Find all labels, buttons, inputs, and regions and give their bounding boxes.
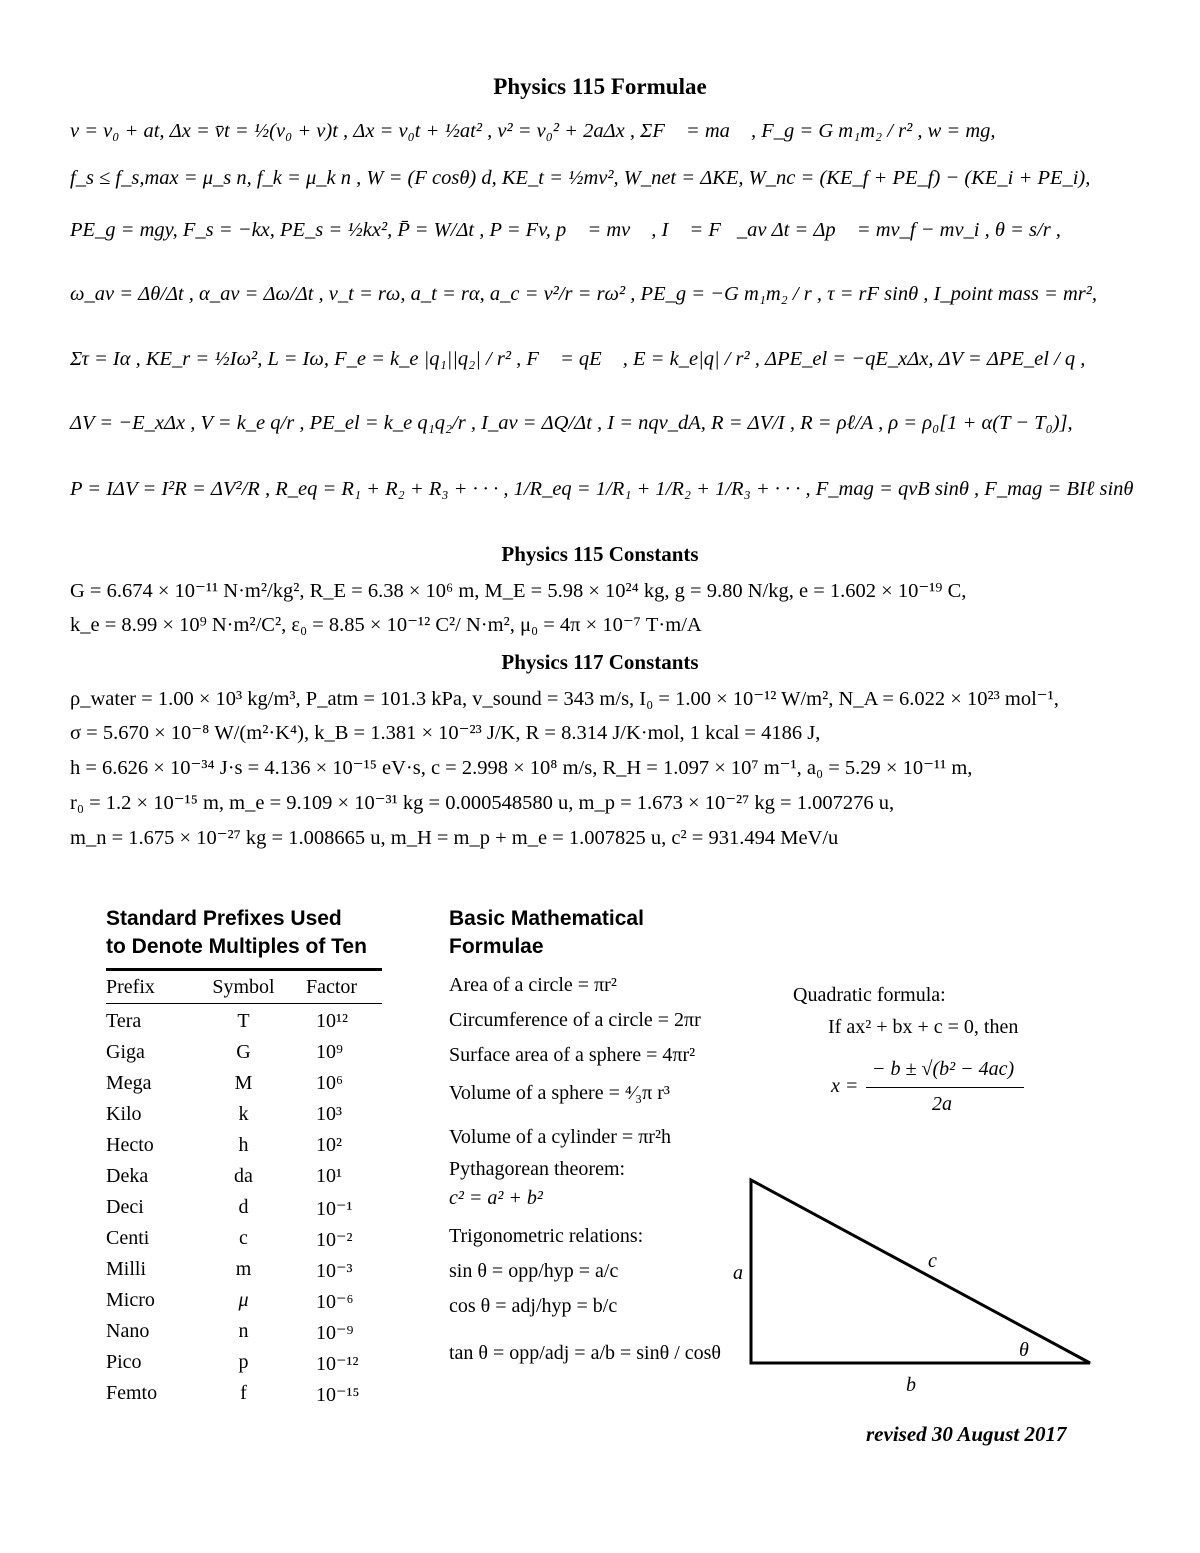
circle-area-formula: Area of a circle = πr²	[449, 974, 617, 996]
header-symbol: Symbol	[212, 976, 275, 998]
factor-cell: 10²	[316, 1134, 342, 1156]
header-prefix: Prefix	[106, 976, 155, 998]
formula-line: f_s ≤ f_s,max = μ_s n, f_k = μ_k n , W = (F cosθ) d, KE_t = ½mv², W_net = ΔKE, W_nc = (KE_f + PE_f) − (KE_i + PE_i),	[70, 167, 1091, 189]
side-a-label: a	[733, 1262, 743, 1284]
pythagorean-label: Pythagorean theorem:	[449, 1158, 626, 1180]
prefix-cell: Centi	[106, 1227, 150, 1249]
table-header-rule	[106, 1003, 382, 1004]
symbol-cell: d	[238, 1196, 249, 1218]
header-factor: Factor	[306, 976, 358, 998]
factor-cell: 10⁻⁶	[316, 1291, 354, 1313]
quadratic-x: x =	[831, 1075, 859, 1097]
formula-line: v = v₀ + at, Δx = v̄t = ½(v₀ + v)t , Δx = v₀t + ½at² , v² = v₀² + 2aΔx , ΣF⃗ = ma⃗ , F_g = G m₁m₂ / r² , w = mg,	[70, 120, 996, 142]
revision-date: revised 30 August 2017	[866, 1422, 1067, 1446]
symbol-cell: m	[235, 1258, 252, 1280]
constants-117-title: Physics 117 Constants	[501, 650, 699, 674]
prefix-cell: Mega	[106, 1072, 152, 1094]
symbol-cell: da	[234, 1165, 253, 1187]
formula-line: PE_g = mgy, F_s = −kx, PE_s = ½kx², P̄ = W/Δt , P = Fv, p⃗ = mv⃗ , I⃗ = F⃗_av Δt = Δp⃗ = mv_f − mv_i , θ = s/r ,	[70, 219, 1061, 241]
angle-theta-label: θ	[1019, 1339, 1029, 1361]
symbol-cell: f	[240, 1382, 247, 1404]
tan-formula: tan θ = opp/adj = a/b = sinθ / cosθ	[449, 1342, 721, 1364]
prefix-cell: Pico	[106, 1351, 142, 1373]
factor-cell: 10⁻³	[316, 1260, 353, 1282]
formula-line: ω_av = Δθ/Δt , α_av = Δω/Δt , v_t = rω, a_t = rα, a_c = v²/r = rω² , PE_g = −G m₁m₂ / r , τ = rF sinθ , I_point mass = mr²,	[70, 283, 1098, 305]
prefix-cell: Micro	[106, 1289, 155, 1311]
cos-formula: cos θ = adj/hyp = b/c	[449, 1295, 618, 1317]
side-c-label: c	[928, 1250, 937, 1272]
constants-line: ρ_water = 1.00 × 10³ kg/m³, P_atm = 101.3 kPa, v_sound = 343 m/s, I₀ = 1.00 × 10⁻¹² W/m², N_A = 6.022 × 10²³ mol⁻¹,	[70, 688, 1059, 710]
quadratic-condition: If ax² + bx + c = 0, then	[828, 1016, 1019, 1038]
factor-cell: 10¹	[316, 1165, 342, 1187]
circumference-formula: Circumference of a circle = 2πr	[449, 1009, 701, 1031]
quadratic-label: Quadratic formula:	[793, 984, 946, 1006]
math-section-title	[449, 905, 644, 961]
prefix-cell: Deka	[106, 1165, 149, 1187]
symbol-cell: n	[238, 1320, 249, 1342]
prefix-cell: Hecto	[106, 1134, 154, 1156]
factor-cell: 10⁻¹	[316, 1198, 353, 1220]
factor-cell: 10⁶	[316, 1072, 343, 1094]
prefix-cell: Milli	[106, 1258, 147, 1280]
factor-cell: 10³	[316, 1103, 342, 1125]
cylinder-volume-formula: Volume of a cylinder = πr²h	[449, 1126, 671, 1148]
symbol-cell: μ	[238, 1289, 249, 1311]
constants-line: k_e = 8.99 × 10⁹ N·m²/C², ε₀ = 8.85 × 10⁻¹² C²/ N·m², μ₀ = 4π × 10⁻⁷ T·m/A	[70, 614, 702, 636]
sin-formula: sin θ = opp/hyp = a/c	[449, 1260, 619, 1282]
symbol-cell: T	[237, 1010, 250, 1032]
prefix-cell: Deci	[106, 1196, 144, 1218]
formula-line: ΔV = −E_xΔx , V = k_e q/r , PE_el = k_e q₁q₂/r , I_av = ΔQ/Δt , I = nqv_dA, R = ΔV/I , R = ρℓ/A , ρ = ρ₀[1 + α(T − T₀)],	[70, 412, 1073, 434]
constants-115-title: Physics 115 Constants	[501, 542, 699, 566]
constants-line: G = 6.674 × 10⁻¹¹ N·m²/kg², R_E = 6.38 × 10⁶ m, M_E = 5.98 × 10²⁴ kg, g = 9.80 N/kg, e = 1.602 × 10⁻¹⁹ C,	[70, 580, 967, 602]
math-title-line: Basic Mathematical	[449, 907, 644, 930]
prefix-cell: Femto	[106, 1382, 158, 1404]
factor-cell: 10¹²	[316, 1010, 348, 1032]
prefix-title-line: Standard Prefixes Used	[106, 907, 342, 930]
factor-cell: 10⁻²	[316, 1229, 353, 1251]
quadratic-fraction-bar	[866, 1087, 1024, 1088]
prefix-cell: Kilo	[106, 1103, 142, 1125]
symbol-cell: M	[234, 1072, 253, 1094]
factor-cell: 10⁻¹²	[316, 1353, 359, 1375]
formula-line: Στ = Iα , KE_r = ½Iω², L = Iω, F_e = k_e |q₁||q₂| / r² , F⃗ = qE⃗ , E = k_e|q| / r² , ΔPE_el = −qE_xΔx, ΔV = ΔPE_el / q ,	[70, 348, 1086, 370]
sphere-volume-formula: Volume of a sphere = ⁴⁄₃π r³	[449, 1082, 670, 1104]
constants-line: σ = 5.670 × 10⁻⁸ W/(m²·K⁴), k_B = 1.381 × 10⁻²³ J/K, R = 8.314 J/K·mol, 1 kcal = 4186 J,	[70, 722, 821, 744]
right-triangle-diagram	[740, 1170, 1100, 1370]
triangle-shape	[751, 1180, 1090, 1363]
side-b-label: b	[906, 1374, 916, 1396]
symbol-cell: h	[238, 1134, 249, 1156]
symbol-cell: c	[239, 1227, 248, 1249]
symbol-cell: G	[236, 1041, 251, 1063]
trig-label: Trigonometric relations:	[449, 1225, 644, 1247]
prefix-cell: Nano	[106, 1320, 150, 1342]
quadratic-numerator: − b ± √(b² − 4ac)	[872, 1058, 1015, 1080]
page-title: Physics 115 Formulae	[493, 74, 707, 99]
table-top-rule	[106, 968, 382, 971]
sphere-area-formula: Surface area of a sphere = 4πr²	[449, 1044, 696, 1066]
factor-cell: 10⁻⁹	[316, 1322, 354, 1344]
prefix-title-line: to Denote Multiples of Ten	[106, 935, 367, 958]
prefix-cell: Tera	[106, 1010, 142, 1032]
symbol-cell: k	[238, 1103, 249, 1125]
prefix-cell: Giga	[106, 1041, 145, 1063]
prefix-table-title	[106, 905, 367, 961]
constants-line: r₀ = 1.2 × 10⁻¹⁵ m, m_e = 9.109 × 10⁻³¹ kg = 0.000548580 u, m_p = 1.673 × 10⁻²⁷ kg = 1.007276 u,	[70, 792, 895, 814]
factor-cell: 10⁹	[316, 1041, 343, 1063]
math-title-line: Formulae	[449, 935, 544, 958]
formula-line: P = IΔV = I²R = ΔV²/R , R_eq = R₁ + R₂ + R₃ + · · · , 1/R_eq = 1/R₁ + 1/R₂ + 1/R₃ + · · · , F_mag = qvB sinθ , F_mag = BIℓ sinθ	[70, 478, 1134, 500]
symbol-cell: p	[238, 1351, 249, 1373]
factor-cell: 10⁻¹⁵	[316, 1384, 360, 1406]
constants-line: h = 6.626 × 10⁻³⁴ J·s = 4.136 × 10⁻¹⁵ eV·s, c = 2.998 × 10⁸ m/s, R_H = 1.097 × 10⁷ m⁻¹, a₀ = 5.29 × 10⁻¹¹ m,	[70, 757, 973, 779]
pythagorean-formula: c² = a² + b²	[449, 1187, 543, 1209]
quadratic-denominator: 2a	[932, 1093, 952, 1115]
constants-line: m_n = 1.675 × 10⁻²⁷ kg = 1.008665 u, m_H = m_p + m_e = 1.007825 u, c² = 931.494 MeV/u	[70, 827, 839, 849]
